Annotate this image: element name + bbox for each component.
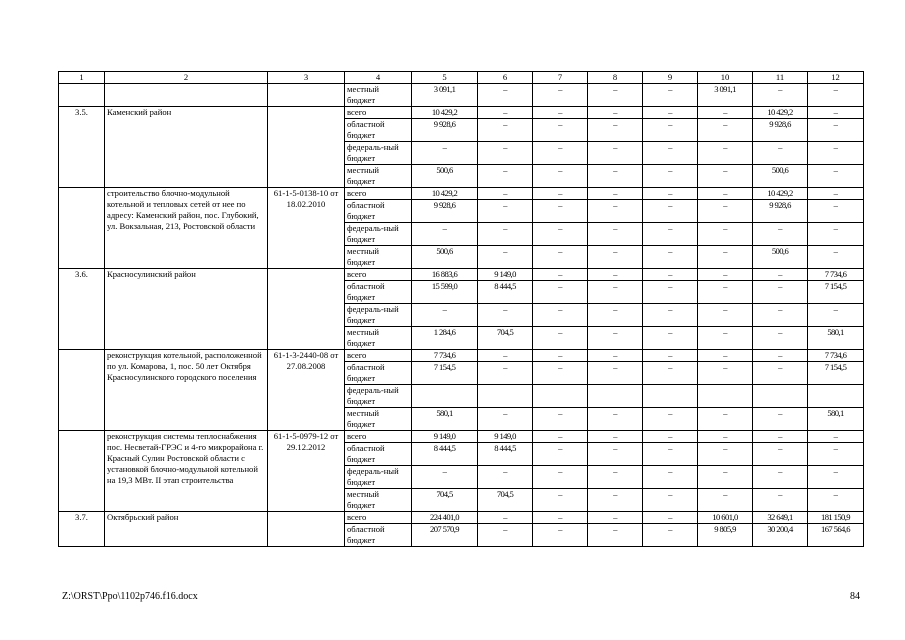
- header-cell: 9: [643, 72, 698, 84]
- value-cell: –: [478, 304, 533, 327]
- header-cell: 7: [533, 72, 588, 84]
- value-cell: –: [533, 107, 588, 119]
- value-cell: –: [643, 142, 698, 165]
- value-cell: –: [588, 223, 643, 246]
- value-cell: –: [698, 466, 753, 489]
- funding-source-label: всего: [345, 512, 412, 524]
- value-cell: 7 154,5: [412, 362, 478, 385]
- value-cell: –: [808, 489, 864, 512]
- header-cell: 11: [753, 72, 808, 84]
- value-cell: 10 429,2: [753, 188, 808, 200]
- value-cell: –: [533, 350, 588, 362]
- object-name: [105, 84, 268, 107]
- value-cell: 7 734,6: [412, 350, 478, 362]
- value-cell: –: [478, 188, 533, 200]
- registration-number: 61-1-5-0138-10 от 18.02.2010: [268, 188, 345, 269]
- section-code: [59, 188, 105, 269]
- value-cell: –: [533, 327, 588, 350]
- header-cell: 10: [698, 72, 753, 84]
- value-cell: –: [808, 466, 864, 489]
- value-cell: –: [808, 119, 864, 142]
- value-cell: –: [643, 223, 698, 246]
- value-cell: –: [698, 269, 753, 281]
- value-cell: –: [643, 431, 698, 443]
- value-cell: –: [753, 489, 808, 512]
- footer-file-path: Z:\ORST\Ppo\1102p746.f16.docx: [62, 591, 198, 602]
- funding-source-label: федераль-ный бюджет: [345, 304, 412, 327]
- value-cell: –: [698, 188, 753, 200]
- value-cell: –: [533, 84, 588, 107]
- value-cell: –: [753, 304, 808, 327]
- header-cell: 5: [412, 72, 478, 84]
- value-cell: –: [478, 119, 533, 142]
- value-cell: 30 200,4: [753, 524, 808, 547]
- value-cell: –: [643, 246, 698, 269]
- value-cell: –: [478, 107, 533, 119]
- value-cell: –: [698, 327, 753, 350]
- value-cell: –: [698, 304, 753, 327]
- header-cell: 8: [588, 72, 643, 84]
- header-cell: 2: [105, 72, 268, 84]
- section-code: [59, 84, 105, 107]
- value-cell: –: [643, 269, 698, 281]
- value-cell: 9 928,6: [412, 119, 478, 142]
- value-cell: –: [588, 327, 643, 350]
- header-cell: 12: [808, 72, 864, 84]
- value-cell: –: [643, 466, 698, 489]
- section-code: 3.6.: [59, 269, 105, 350]
- value-cell: –: [412, 304, 478, 327]
- value-cell: –: [533, 512, 588, 524]
- value-cell: –: [643, 281, 698, 304]
- value-cell: [533, 385, 588, 408]
- value-cell: 9 149,0: [478, 269, 533, 281]
- value-cell: –: [588, 281, 643, 304]
- value-cell: –: [588, 431, 643, 443]
- value-cell: –: [808, 107, 864, 119]
- value-cell: –: [753, 443, 808, 466]
- value-cell: –: [643, 408, 698, 431]
- funding-source-label: всего: [345, 431, 412, 443]
- funding-source-label: областной бюджет: [345, 119, 412, 142]
- table-row: [59, 350, 864, 362]
- value-cell: –: [588, 188, 643, 200]
- value-cell: –: [753, 408, 808, 431]
- value-cell: –: [698, 350, 753, 362]
- funding-source-label: всего: [345, 107, 412, 119]
- registration-number: [268, 84, 345, 107]
- value-cell: –: [478, 246, 533, 269]
- funding-source-label: федераль-ный бюджет: [345, 142, 412, 165]
- value-cell: –: [533, 200, 588, 223]
- value-cell: –: [588, 246, 643, 269]
- object-name: реконструкция системы теплоснабжения пос. Несветай-ГРЭС и 4-го микрорайона г. Красный Сулин Ростовской области с установкой блочно-модульной котельной на 19,3 МВт. II этап строительства: [105, 431, 268, 512]
- value-cell: 10 429,2: [412, 188, 478, 200]
- value-cell: 580,1: [808, 327, 864, 350]
- value-cell: –: [698, 431, 753, 443]
- value-cell: 7 734,6: [808, 269, 864, 281]
- value-cell: –: [643, 512, 698, 524]
- header-row: [59, 72, 864, 84]
- value-cell: –: [808, 443, 864, 466]
- registration-number: 61-1-3-2440-08 от 27.08.2008: [268, 350, 345, 431]
- funding-source-label: областной бюджет: [345, 443, 412, 466]
- funding-source-label: местный бюджет: [345, 408, 412, 431]
- value-cell: 7 154,5: [808, 362, 864, 385]
- value-cell: 7 154,5: [808, 281, 864, 304]
- value-cell: –: [533, 188, 588, 200]
- funding-source-label: местный бюджет: [345, 84, 412, 107]
- value-cell: 9 928,6: [753, 200, 808, 223]
- value-cell: –: [808, 165, 864, 188]
- object-name: реконструкция котельной, расположенной по ул. Комарова, 1, пос. 50 лет Октября Красносулинского городского поселения: [105, 350, 268, 431]
- value-cell: 8 444,5: [478, 443, 533, 466]
- value-cell: 580,1: [412, 408, 478, 431]
- value-cell: –: [478, 524, 533, 547]
- funding-source-label: федераль-ный бюджет: [345, 466, 412, 489]
- value-cell: 580,1: [808, 408, 864, 431]
- value-cell: 500,6: [753, 165, 808, 188]
- value-cell: –: [753, 223, 808, 246]
- funding-source-label: местный бюджет: [345, 327, 412, 350]
- value-cell: –: [588, 119, 643, 142]
- registration-number: [268, 269, 345, 350]
- value-cell: –: [533, 281, 588, 304]
- value-cell: 1 284,6: [412, 327, 478, 350]
- value-cell: –: [643, 350, 698, 362]
- value-cell: –: [588, 269, 643, 281]
- table-body: [59, 84, 864, 547]
- value-cell: 704,5: [478, 327, 533, 350]
- header-cell: 1: [59, 72, 105, 84]
- value-cell: –: [643, 107, 698, 119]
- value-cell: 15 599,0: [412, 281, 478, 304]
- value-cell: –: [753, 142, 808, 165]
- table-row: [59, 512, 864, 524]
- value-cell: 9 805,9: [698, 524, 753, 547]
- footer-page-number: 84: [850, 591, 860, 602]
- value-cell: –: [478, 200, 533, 223]
- value-cell: –: [643, 119, 698, 142]
- value-cell: –: [698, 362, 753, 385]
- value-cell: –: [533, 269, 588, 281]
- value-cell: –: [698, 200, 753, 223]
- value-cell: 9 928,6: [753, 119, 808, 142]
- table-row: [59, 431, 864, 443]
- value-cell: –: [753, 327, 808, 350]
- value-cell: –: [478, 466, 533, 489]
- value-cell: –: [698, 281, 753, 304]
- section-code: 3.5.: [59, 107, 105, 188]
- table-row: [59, 188, 864, 200]
- funding-source-label: всего: [345, 269, 412, 281]
- value-cell: 500,6: [412, 246, 478, 269]
- value-cell: –: [533, 223, 588, 246]
- value-cell: –: [588, 165, 643, 188]
- value-cell: –: [588, 107, 643, 119]
- section-code: [59, 431, 105, 512]
- value-cell: –: [478, 512, 533, 524]
- value-cell: –: [588, 304, 643, 327]
- value-cell: –: [698, 165, 753, 188]
- section-code: [59, 350, 105, 431]
- value-cell: 500,6: [753, 246, 808, 269]
- value-cell: 32 649,1: [753, 512, 808, 524]
- value-cell: –: [478, 142, 533, 165]
- value-cell: –: [698, 408, 753, 431]
- value-cell: –: [412, 142, 478, 165]
- value-cell: –: [533, 246, 588, 269]
- value-cell: –: [808, 200, 864, 223]
- funding-source-label: местный бюджет: [345, 165, 412, 188]
- value-cell: –: [478, 362, 533, 385]
- value-cell: –: [533, 443, 588, 466]
- table-row: [59, 107, 864, 119]
- value-cell: –: [643, 327, 698, 350]
- value-cell: –: [698, 443, 753, 466]
- value-cell: –: [808, 142, 864, 165]
- value-cell: 3 091,1: [412, 84, 478, 107]
- value-cell: –: [808, 304, 864, 327]
- value-cell: –: [533, 119, 588, 142]
- value-cell: 9 928,6: [412, 200, 478, 223]
- funding-source-label: всего: [345, 188, 412, 200]
- value-cell: –: [753, 350, 808, 362]
- value-cell: –: [412, 466, 478, 489]
- value-cell: –: [533, 408, 588, 431]
- value-cell: 704,5: [478, 489, 533, 512]
- value-cell: 224 401,0: [412, 512, 478, 524]
- value-cell: –: [753, 466, 808, 489]
- value-cell: 207 570,9: [412, 524, 478, 547]
- table-row: [59, 269, 864, 281]
- value-cell: –: [588, 408, 643, 431]
- value-cell: –: [588, 142, 643, 165]
- funding-source-label: федераль-ный бюджет: [345, 223, 412, 246]
- budget-table: [58, 71, 864, 547]
- value-cell: –: [698, 489, 753, 512]
- value-cell: –: [412, 223, 478, 246]
- value-cell: –: [698, 119, 753, 142]
- value-cell: 16 883,6: [412, 269, 478, 281]
- value-cell: [643, 385, 698, 408]
- value-cell: –: [533, 165, 588, 188]
- object-name: Октябрьский район: [105, 512, 268, 547]
- value-cell: –: [698, 107, 753, 119]
- value-cell: –: [643, 200, 698, 223]
- registration-number: [268, 107, 345, 188]
- funding-source-label: областной бюджет: [345, 524, 412, 547]
- funding-source-label: федераль-ный бюджет: [345, 385, 412, 408]
- value-cell: 9 149,0: [412, 431, 478, 443]
- value-cell: 3 091,1: [698, 84, 753, 107]
- value-cell: –: [533, 466, 588, 489]
- header-cell: 4: [345, 72, 412, 84]
- value-cell: –: [698, 142, 753, 165]
- value-cell: –: [588, 443, 643, 466]
- value-cell: –: [478, 350, 533, 362]
- value-cell: –: [478, 223, 533, 246]
- value-cell: –: [478, 84, 533, 107]
- value-cell: [698, 385, 753, 408]
- value-cell: –: [643, 443, 698, 466]
- value-cell: 7 734,6: [808, 350, 864, 362]
- value-cell: [478, 385, 533, 408]
- value-cell: –: [753, 362, 808, 385]
- funding-source-label: областной бюджет: [345, 362, 412, 385]
- value-cell: –: [533, 489, 588, 512]
- value-cell: –: [588, 524, 643, 547]
- object-name: Красносулинский район: [105, 269, 268, 350]
- value-cell: –: [808, 431, 864, 443]
- value-cell: –: [533, 304, 588, 327]
- funding-source-label: областной бюджет: [345, 281, 412, 304]
- object-name: строительство блочно-модульной котельной и тепловых сетей от нее по адресу: Каменский район, пос. Глубокий, ул. Вокзальная, 213, Ростовской области: [105, 188, 268, 269]
- value-cell: 9 149,0: [478, 431, 533, 443]
- value-cell: –: [753, 84, 808, 107]
- value-cell: –: [643, 304, 698, 327]
- header-cell: 6: [478, 72, 533, 84]
- value-cell: –: [643, 84, 698, 107]
- value-cell: –: [698, 246, 753, 269]
- value-cell: –: [588, 200, 643, 223]
- value-cell: –: [533, 142, 588, 165]
- value-cell: –: [698, 223, 753, 246]
- value-cell: [412, 385, 478, 408]
- value-cell: [753, 385, 808, 408]
- section-code: 3.7.: [59, 512, 105, 547]
- value-cell: –: [753, 431, 808, 443]
- header-cell: 3: [268, 72, 345, 84]
- table-row: [59, 84, 864, 107]
- value-cell: –: [588, 466, 643, 489]
- value-cell: –: [808, 246, 864, 269]
- value-cell: –: [588, 362, 643, 385]
- value-cell: 8 444,5: [412, 443, 478, 466]
- value-cell: [808, 385, 864, 408]
- value-cell: –: [643, 524, 698, 547]
- value-cell: –: [588, 489, 643, 512]
- value-cell: –: [753, 281, 808, 304]
- funding-source-label: областной бюджет: [345, 200, 412, 223]
- value-cell: –: [808, 188, 864, 200]
- value-cell: –: [643, 362, 698, 385]
- value-cell: –: [643, 188, 698, 200]
- value-cell: 10 601,0: [698, 512, 753, 524]
- value-cell: –: [478, 165, 533, 188]
- value-cell: –: [478, 408, 533, 431]
- registration-number: [268, 512, 345, 547]
- value-cell: 167 564,6: [808, 524, 864, 547]
- value-cell: –: [588, 84, 643, 107]
- value-cell: 181 150,9: [808, 512, 864, 524]
- value-cell: –: [643, 165, 698, 188]
- value-cell: –: [533, 524, 588, 547]
- value-cell: –: [808, 84, 864, 107]
- value-cell: –: [588, 512, 643, 524]
- funding-source-label: местный бюджет: [345, 246, 412, 269]
- value-cell: –: [753, 269, 808, 281]
- object-name: Каменский район: [105, 107, 268, 188]
- value-cell: –: [533, 362, 588, 385]
- value-cell: 8 444,5: [478, 281, 533, 304]
- value-cell: –: [643, 489, 698, 512]
- value-cell: [588, 385, 643, 408]
- value-cell: 500,6: [412, 165, 478, 188]
- registration-number: 61-1-5-0979-12 от 29.12.2012: [268, 431, 345, 512]
- value-cell: 10 429,2: [412, 107, 478, 119]
- funding-source-label: всего: [345, 350, 412, 362]
- value-cell: 10 429,2: [753, 107, 808, 119]
- value-cell: –: [808, 223, 864, 246]
- value-cell: –: [533, 431, 588, 443]
- value-cell: 704,5: [412, 489, 478, 512]
- funding-source-label: местный бюджет: [345, 489, 412, 512]
- value-cell: –: [588, 350, 643, 362]
